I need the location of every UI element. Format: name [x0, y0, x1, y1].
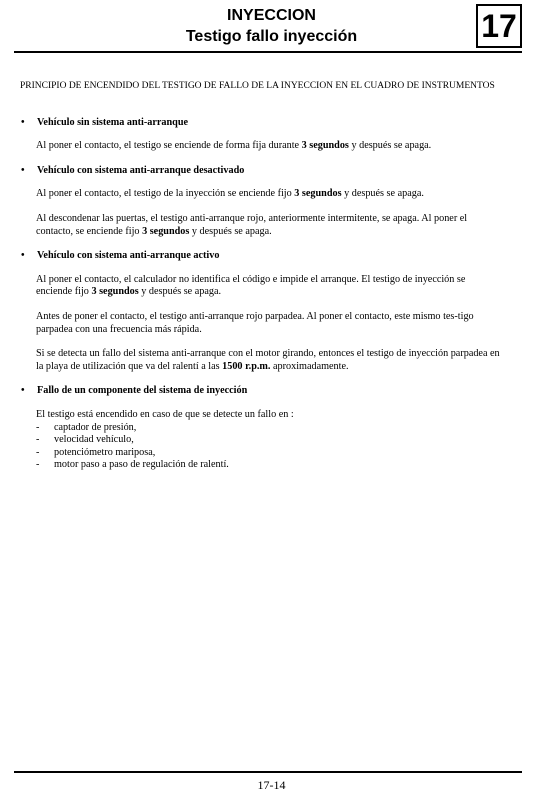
list-item: - motor paso a paso de regulación de ralentí. [36, 459, 229, 471]
paragraph: Al poner el contacto, el testigo se enciende de forma fija durante 3 segundos y después se apaga. [36, 140, 432, 152]
bullet-icon: • [21, 116, 25, 128]
section-heading: PRINCIPIO DE ENCENDIDO DEL TESTIGO DE FALLO DE LA INYECCION EN EL CUADRO DE INSTRUMENTOS [20, 81, 495, 91]
paragraph: Antes de poner el contacto, el testigo anti-arranque rojo parpadea. Al poner el contacto, este mismo tes-tigo parpadea con una frecuencia más rápida. [36, 310, 474, 335]
header-title: INYECCION [227, 7, 316, 24]
header-rule [14, 51, 522, 53]
page-number: 17-14 [257, 778, 286, 792]
list-item: - velocidad vehículo, [36, 434, 134, 446]
component-list [20, 422, 500, 472]
document-body [20, 80, 500, 472]
paragraph: Al descondenar las puertas, el testigo anti-arranque rojo, anteriormente intermitente, se apaga. Al poner el contacto, se enciende fijo 3 segundos y después se apaga. [36, 212, 468, 237]
bullet-heading-text: Vehículo con sistema anti-arranque activo [37, 250, 220, 262]
header-subtitle: Testigo fallo inyección [185, 28, 358, 45]
page-header [0, 6, 543, 47]
bullet-heading [20, 250, 500, 263]
bullet-heading-text: Vehículo sin sistema anti-arranque [37, 116, 189, 128]
paragraph: Al poner el contacto, el testigo de la inyección se enciende fijo 3 segundos y después se apaga. [36, 188, 424, 200]
list-item: - potenciómetro mariposa, [36, 446, 156, 458]
bullet-heading-text: Fallo de un componente del sistema de inyección [37, 385, 248, 397]
paragraph: Si se detecta un fallo del sistema anti-arranque con el motor girando, entonces el testigo de inyección parpadea en la playa de utilización que va del ralentí a las 1500 r.p.m. aproximadamente. [36, 348, 500, 372]
paragraph: El testigo está encendido en caso de que se detecte un fallo en : [36, 408, 294, 420]
bullet-icon: • [21, 385, 25, 397]
chapter-number-box: 17 [476, 4, 522, 48]
bullet-heading [20, 385, 500, 398]
bullet-icon: • [21, 164, 25, 176]
list-item: - captador de presión, [36, 421, 137, 433]
footer-rule [14, 771, 522, 773]
paragraph: Al poner el contacto, el calculador no identifica el código e impide el arranque. El testigo de inyección se enciende fijo 3 segundos y después se apaga. [36, 273, 466, 298]
bullet-heading-text: Vehículo con sistema anti-arranque desactivado [37, 164, 245, 176]
bullet-icon: • [21, 250, 25, 262]
bullet-heading [20, 117, 500, 130]
bullet-heading [20, 165, 500, 178]
